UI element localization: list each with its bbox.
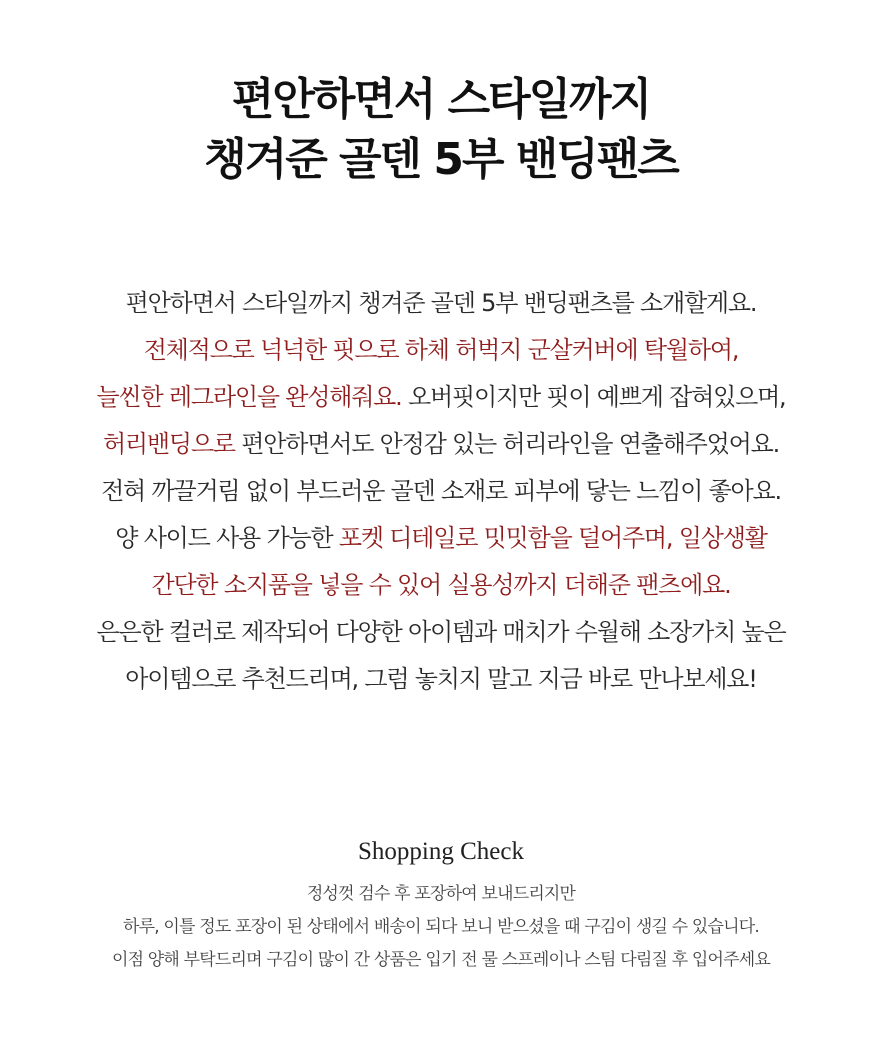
description-line-1: 편안하면서 스타일까지 챙겨준 골덴 5부 밴딩팬츠를 소개할게요. [125, 289, 757, 317]
shopping-check-notice [0, 878, 882, 977]
description-line-2: 전체적으로 넉넉한 핏으로 하체 허벅지 군살커버에 탁월하여, [143, 336, 739, 364]
description-highlight-legline: 늘씬한 레그라인을 완성해줘요. [96, 383, 402, 411]
shopping-check-line-2: 하루, 이틀 정도 포장이 된 상태에서 배송이 되다 보니 받으셨을 때 구김이 생길 수 있습니다. [122, 917, 760, 937]
description-highlight-pocket: 포켓 디테일로 밋밋함을 덜어주며, 일상생활 [338, 524, 767, 552]
description-line-8: 은은한 컬러로 제작되어 다양한 아이템과 매치가 수월해 소장가치 높은 [96, 618, 786, 646]
description-line-6 [0, 515, 882, 562]
description-line-4-rest: 편안하면서도 안정감 있는 허리라인을 연출해주었어요. [234, 430, 780, 458]
description-highlight-banding: 허리밴딩으로 [102, 430, 235, 458]
description-line-3 [0, 374, 882, 421]
shopping-check-line-1: 정성껏 검수 후 포장하여 보내드리지만 [306, 884, 576, 904]
title-line-1: 편안하면서 스타일까지 [231, 74, 651, 125]
description-line-9: 아이템으로 추천드리며, 그럼 놓치지 말고 지금 바로 만나보세요! [125, 665, 757, 693]
shopping-check-line-3: 이점 양해 부탁드리며 구김이 많이 간 상품은 입기 전 물 스프레이나 스팀 다림질 후 입어주세요 [111, 950, 771, 970]
description-line-4 [0, 421, 882, 468]
product-title [0, 70, 882, 190]
description-line-5: 전혀 까끌거림 없이 부드러운 골덴 소재로 피부에 닿는 느낌이 좋아요. [101, 477, 781, 505]
shopping-check-heading: Shopping Check [358, 838, 524, 865]
description-line-3-rest: 오버핏이지만 핏이 예쁘게 잡혀있으며, [401, 383, 786, 411]
description-line-7: 간단한 소지품을 넣을 수 있어 실용성까지 더해준 팬츠에요. [151, 571, 731, 599]
title-line-2: 챙겨준 골덴 5부 밴딩팬츠 [204, 134, 678, 185]
product-description [0, 280, 882, 703]
description-line-6-plain: 양 사이드 사용 가능한 [115, 524, 339, 552]
